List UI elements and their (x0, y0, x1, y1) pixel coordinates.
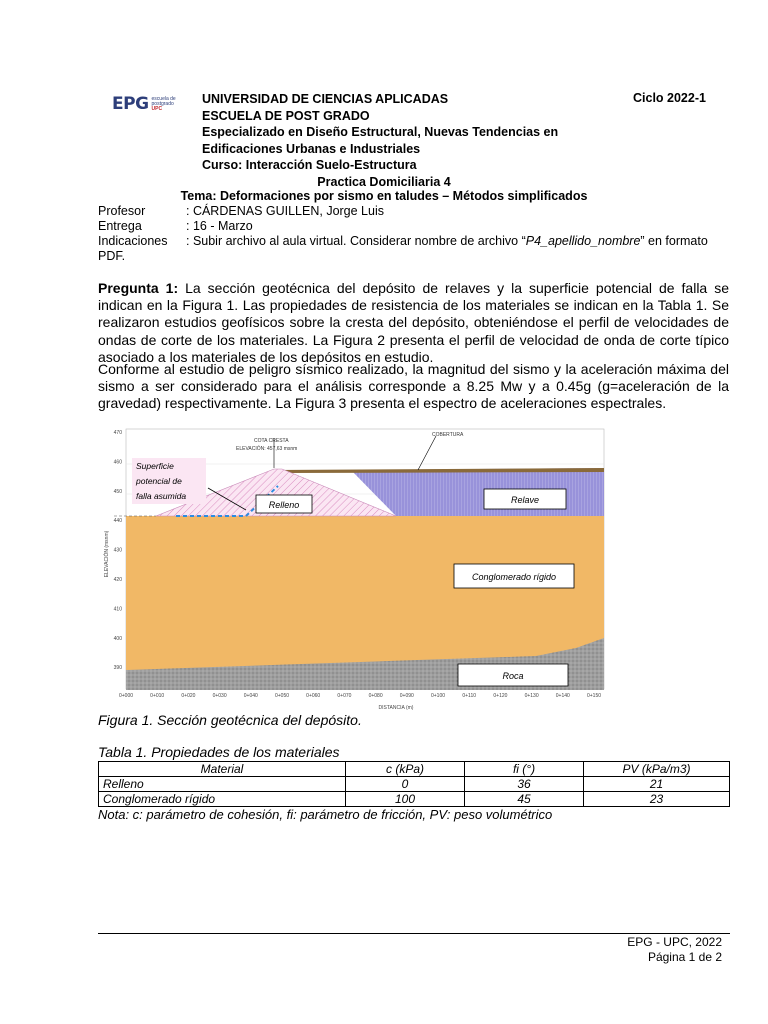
epg-logo (112, 94, 176, 114)
profesor-label: Profesor (98, 204, 146, 218)
pregunta-paragraph-1 (98, 280, 729, 366)
x-tick-label: 0+090 (399, 693, 414, 699)
y-ticks (114, 430, 123, 671)
y-tick-label: 390 (113, 665, 122, 672)
document-title: Practica Domiciliaria 4 (317, 175, 451, 189)
logo-line3: UPC (151, 105, 163, 112)
document-tema: Tema: Deformaciones por sismo en taludes – Métodos simplificados (180, 189, 588, 203)
entrega-label: Entrega (98, 219, 142, 233)
indic-pre: : Subir archivo al aula virtual. Considerar nombre de archivo “ (186, 234, 526, 248)
relleno-label: Relleno (268, 500, 300, 510)
cota-label: COTA CRESTA (254, 438, 289, 444)
x-tick-label: 0+020 (181, 693, 196, 699)
logo-subtext (152, 97, 176, 112)
roca-label: Roca (502, 671, 524, 681)
section-svg (96, 424, 608, 712)
y-axis-label: ELEVACIÓN (msnm) (104, 530, 110, 578)
y-tick-label: 460 (113, 459, 122, 466)
x-tick-label: 0+140 (555, 693, 570, 699)
indicaciones-value (186, 234, 708, 249)
figure-caption: Figura 1. Sección geotécnica del depósito. (98, 712, 362, 728)
table-header-row (99, 762, 730, 777)
table-caption: Tabla 1. Propiedades de los materiales (98, 744, 340, 760)
geotechnical-section-figure (96, 424, 608, 712)
elevation-label: ELEVACIÓN: 457,63 msnm (236, 446, 298, 452)
logo-line2: postgrado (151, 100, 174, 107)
header-line-3: Especializado en Diseño Estructural, Nuevas Tendencias en (202, 125, 559, 139)
logo-line1: escuela de (151, 95, 176, 102)
conglomerado-label: Conglomerado rígido (471, 572, 557, 582)
table-row (99, 792, 730, 807)
footer-page-number: Página 1 de 2 (647, 950, 722, 964)
x-tick-label: 0+070 (337, 693, 352, 699)
x-tick-label: 0+010 (150, 693, 165, 699)
y-tick-label: 450 (113, 488, 122, 495)
y-tick-label: 400 (113, 635, 122, 642)
x-tick-label: 0+080 (368, 693, 383, 699)
x-axis-label: DISTANCIA (m) (378, 705, 414, 711)
pregunta-label: Pregunta 1: (98, 280, 179, 296)
x-tick-label: 0+060 (306, 693, 321, 699)
indicaciones-label: Indicaciones (98, 234, 168, 248)
entrega-value: : 16 - Marzo (186, 219, 253, 233)
cobertura-label: COBERTURA (432, 432, 464, 438)
footer-line-1: EPG - UPC, 2022 (627, 935, 722, 949)
table-row (99, 777, 730, 792)
properties-table (98, 761, 730, 807)
x-tick-label: 0+030 (212, 693, 227, 699)
meta-block (0, 204, 768, 264)
sup-line-2: potencial de (136, 476, 182, 486)
cell-c: 100 (346, 792, 465, 807)
x-tick-label: 0+000 (118, 693, 134, 699)
cell-pv: 23 (584, 792, 730, 807)
cell-fi: 36 (465, 777, 584, 792)
cell-fi: 45 (465, 792, 584, 807)
table-note: Nota: c: parámetro de cohesión, fi: parámetro de fricción, PV: peso volumétrico (98, 807, 553, 822)
pregunta-paragraph-2: Conforme al estudio de peligro sísmico realizado, la magnitud del sismo y la aceleración máxima del sismo a ser considerado para el análisis corresponde a 8.25 Mw y a 0.45g (g=aceleración de la gravedad) respectivamente. La Figura 3 presenta el espectro de aceleraciones espectrales. (98, 361, 729, 412)
indic-post: ” en formato (640, 234, 708, 248)
header-line-4: Edificaciones Urbanas e Industriales (202, 141, 421, 156)
page-footer (627, 935, 722, 965)
footer-divider (98, 933, 730, 934)
x-tick-label: 0+130 (524, 693, 539, 699)
ciclo: Ciclo 2022-1 (633, 91, 706, 105)
y-tick-label: 470 (113, 430, 122, 436)
header-fi: fi (°) (465, 762, 584, 777)
sup-line-1: Superficie (136, 461, 174, 471)
x-tick-label: 0+110 (462, 693, 477, 699)
header-pv: PV (kPa/m3) (584, 762, 730, 777)
y-tick-label: 430 (113, 547, 122, 554)
header-line-5: Curso: Interacción Suelo-Estructura (202, 158, 417, 172)
x-ticks (119, 693, 601, 699)
header-line-2: ESCUELA DE POST GRADO (202, 108, 370, 123)
x-tick-label: 0+100 (430, 693, 446, 699)
cell-material: Conglomerado rígido (99, 792, 346, 807)
cell-material: Relleno (99, 777, 346, 792)
logo-mark: EPG (112, 94, 149, 114)
relave-label: Relave (510, 495, 540, 505)
header-line-1: UNIVERSIDAD DE CIENCIAS APLICADAS (202, 92, 449, 106)
y-tick-label: 420 (113, 577, 122, 583)
cell-c: 0 (346, 777, 465, 792)
sup-line-3: falla asumida (136, 491, 187, 501)
x-tick-label: 0+040 (243, 693, 258, 699)
x-tick-label: 0+120 (493, 693, 508, 699)
y-tick-label: 410 (113, 606, 122, 613)
cell-pv: 21 (584, 777, 730, 792)
y-tick-label: 440 (113, 518, 122, 525)
x-tick-label: 0+150 (586, 693, 602, 699)
header-material: Material (99, 762, 346, 777)
indic-file: P4_apellido_nombre (525, 234, 641, 248)
profesor-value: : CÁRDENAS GUILLEN, Jorge Luis (186, 204, 384, 218)
header-c: c (kPa) (346, 762, 465, 777)
x-tick-label: 0+050 (274, 693, 290, 699)
indicaciones-cont: PDF. (98, 249, 126, 263)
institution-header (202, 91, 558, 174)
pregunta-text-1: La sección geotécnica del depósito de relaves y la superficie potencial de falla se indican en la Figura 1. Las propiedades de resistencia de los materiales se indican en la Tabla 1. Se realizaron estudios geofísicos sobre la cresta del depósito, obteniéndose el perfil de velocidades de ondas de corte de los materiales. La Figura 2 presenta el perfil de velocidad de onda de corte típico asociado a los materiales de los depósitos en estudio. (98, 280, 729, 365)
